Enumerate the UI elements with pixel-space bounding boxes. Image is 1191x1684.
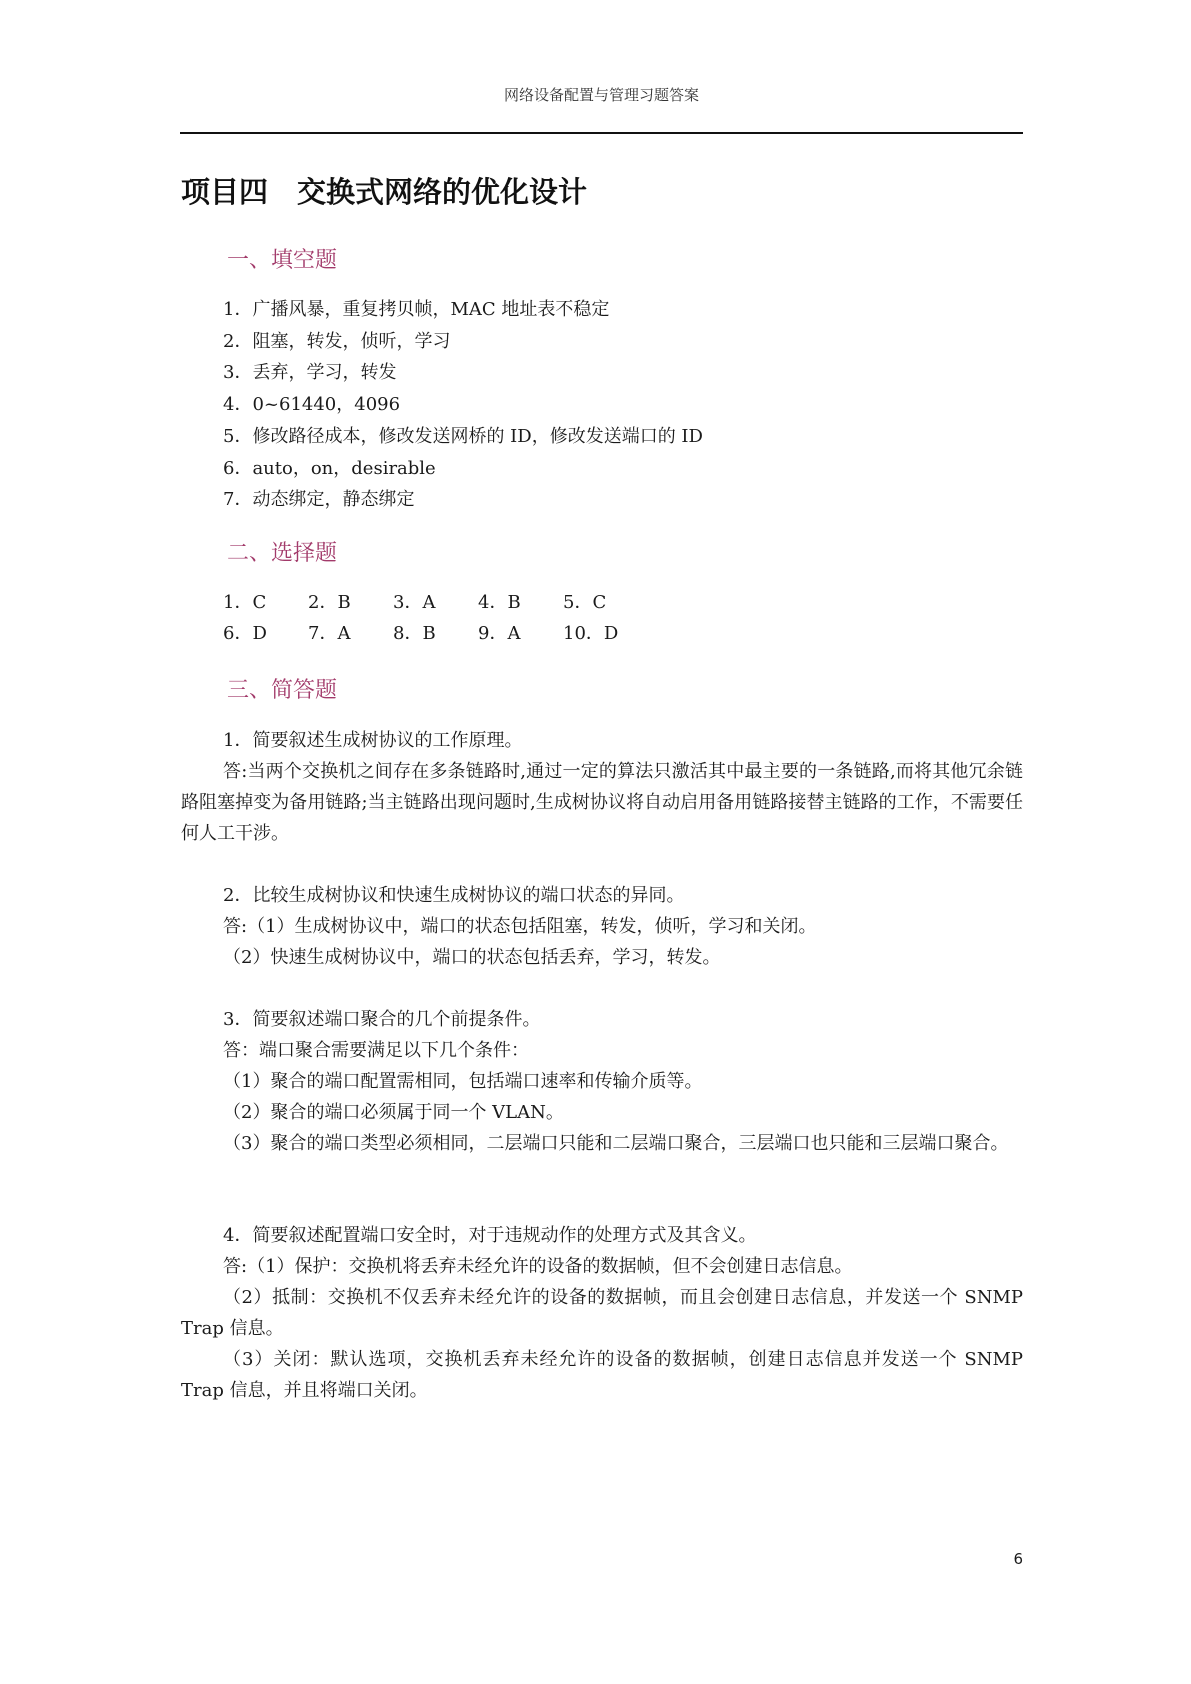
answer-text: （3）聚合的端口类型必须相同，二层端口只能和二层端口聚合，三层端口也只能和三层端口聚合。	[223, 1133, 1009, 1154]
question-text: 3．简要叙述端口聚合的几个前提条件。	[223, 1009, 541, 1030]
section-heading-choice: 二、选择题	[227, 541, 338, 566]
choice-row	[223, 618, 648, 649]
choice-answer: 10．D	[563, 623, 619, 644]
page-number: 6	[1013, 1550, 1023, 1568]
choice-answer: 1．C	[223, 592, 267, 613]
answer-text: 答:当两个交换机之间存在多条链路时,通过一定的算法只激活其中最主要的一条链路,而将其他冗余链路阻塞掉变为备用链路;当主链路出现问题时,生成树协议将自动启用备用链路接替主链路的工作，不需要任何人工干涉。	[181, 761, 1023, 844]
choice-answer: 9．A	[478, 623, 521, 644]
answer-text: （2）快速生成树协议中，端口的状态包括丢弃，学习，转发。	[223, 947, 721, 968]
list-item: 1．广播风暴，重复拷贝帧，MAC 地址表不稳定	[223, 299, 610, 320]
fill-blank-answer-list	[223, 294, 703, 516]
list-item: 3．丢弃，学习，转发	[223, 362, 397, 384]
list-item: 4．0~61440，4096	[223, 394, 401, 416]
header-rule	[180, 132, 1023, 134]
choice-answer: 5．C	[563, 592, 607, 613]
list-item: 5．修改路径成本，修改发送网桥的 ID，修改发送端口的 ID	[223, 425, 703, 447]
page-title: 项目四 交换式网络的优化设计	[181, 175, 588, 209]
choice-answer: 8．B	[393, 623, 436, 644]
answer-text: 答：端口聚合需要满足以下几个条件：	[223, 1040, 529, 1061]
question-text: 2．比较生成树协议和快速生成树协议的端口状态的异同。	[223, 885, 685, 906]
running-header: 网络设备配置与管理习题答案	[503, 86, 699, 104]
list-item: 6．auto，on，desirable	[223, 457, 436, 479]
answer-text: 答:（1）生成树协议中，端口的状态包括阻塞，转发，侦听，学习和关闭。	[223, 916, 817, 937]
short-answer-2	[181, 880, 1023, 973]
short-answer-3	[181, 1004, 1023, 1159]
answer-text: （3）关闭：默认选项，交换机丢弃未经允许的设备的数据帧，创建日志信息并发送一个 SNMP Trap 信息，并且将端口关闭。	[181, 1349, 1023, 1401]
choice-answer: 2．B	[308, 592, 351, 613]
answer-text: （1）聚合的端口配置需相同，包括端口速率和传输介质等。	[223, 1071, 703, 1092]
choice-answer-grid	[223, 587, 648, 649]
section-heading-fill-blank: 一、填空题	[227, 248, 338, 273]
list-item: 2．阻塞，转发，侦听，学习	[223, 330, 451, 352]
short-answer-1	[181, 725, 1023, 849]
list-item: 7．动态绑定，静态绑定	[223, 489, 415, 511]
choice-answer: 3．A	[393, 592, 436, 613]
section-heading-short-answer: 三、简答题	[227, 678, 338, 703]
question-text: 4．简要叙述配置端口安全时，对于违规动作的处理方式及其含义。	[223, 1225, 757, 1246]
choice-answer: 6．D	[223, 623, 267, 644]
choice-answer: 7．A	[308, 623, 351, 644]
question-text: 1．简要叙述生成树协议的工作原理。	[223, 730, 523, 751]
answer-text: （2）聚合的端口必须属于同一个 VLAN。	[223, 1102, 564, 1123]
choice-answer: 4．B	[478, 592, 521, 613]
answer-text: （2）抵制：交换机不仅丢弃未经允许的设备的数据帧，而且会创建日志信息，并发送一个 SNMP Trap 信息。	[181, 1287, 1023, 1339]
answer-text: 答:（1）保护：交换机将丢弃未经允许的设备的数据帧，但不会创建日志信息。	[223, 1256, 853, 1277]
choice-row	[223, 587, 648, 618]
short-answer-4	[181, 1220, 1023, 1406]
